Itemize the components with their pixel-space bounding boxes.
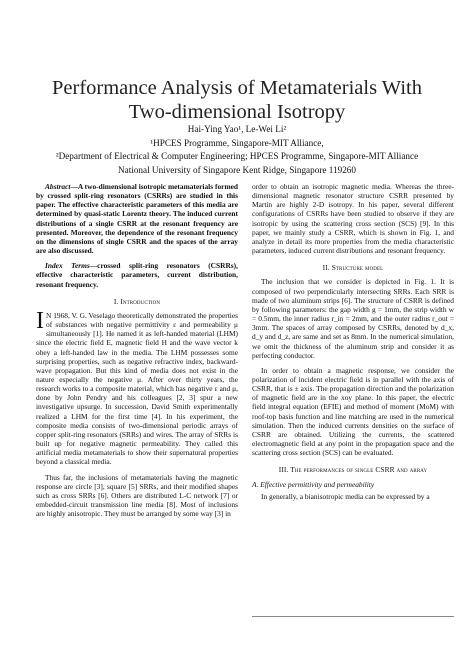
- index-terms-text: —crossed split-ring resonators (CSRRs), effective characteristic parameters, current distribution, resonant frequency.: [36, 261, 238, 289]
- title-line-1: Performance Analysis of Metamaterials With: [52, 77, 422, 99]
- author-block: [30, 123, 444, 177]
- paper-title: [30, 76, 444, 124]
- index-terms-lead: Index Terms: [45, 261, 90, 271]
- structure-paragraph-1: The inclusion that we consider is depicted in Fig. 1. It is composed of two perpendicularly intersecting SRRs. Each SRR is made of two aluminum strips [6]. The structure of CSRR is defined by following parameters: the gap width g = 1mm, the strip width w = 0.5mm, the inner radius r_in = 2mm, and the outer radius r_out = 3mm. The spaces of array composed by CSRRs, denoted by d_x, d_y and d_z, are same and set as 8mm. In the numerical simulation, we omit the thickness of the aluminum strip and consider it as perfecting conductor.: [252, 277, 454, 360]
- abstract: [36, 182, 238, 255]
- intro-paragraph-2: Thus far, the inclusions of metamaterials having the magnetic response are circle [3], square [5] SRRs, and their modified shapes such as cross SRRs [6]. Others are distributed L-C network [7] or embedded-circuit transmission line media [8]. Most of inclusions are highly anisotropic. They must be arranged by some way [3] in: [36, 472, 238, 519]
- footnote-divider: [252, 616, 454, 617]
- title-line-2: Two-dimensional Isotropy: [128, 101, 346, 123]
- affiliation-1: ¹HPCES Programme, Singapore-MIT Alliance,: [150, 137, 324, 148]
- right-column: [252, 182, 454, 507]
- section-heading-performances: III. The performances of single CSRR and array: [278, 465, 428, 475]
- author-names: Hai-Ying Yao¹, Le-Wei Li²: [187, 124, 287, 134]
- intro-continuation: order to obtain an isotropic magnetic media. Whereas the three-dimensional magnetic resonator structure CSRR presented by Martin are highly 2-D isotropy. In his paper, several different configurations of CSRRs have been studied to observe if they are isotropic by using the scattering cross section (SCS) [9]. In this paper, we mainly study a CSRR, which is shown in Fig. 1, and analyze in detail its more properties from the media characteristic parameters, induced current distributions and resonant frequency.: [252, 182, 454, 256]
- subsection-heading-permittivity: A. Effective permittivity and permeability: [252, 479, 375, 489]
- abstract-lead: Abstract—: [45, 182, 78, 191]
- section-heading-introduction: I. Introduction: [113, 296, 161, 306]
- drop-cap: I: [36, 307, 44, 334]
- performance-paragraph-1: In generally, a bianisotropic media can be expressed by a: [261, 491, 430, 501]
- abstract-text: A two-dimensional isotropic metamaterials formed by crossed split-ring resonators (CSRRs) are studied in this paper. The effective characteristic parameters of this media are determined by quasi-static Lorentz theory. The induced current distributions of a single CSRR at the resonant frequency are presented. Moreover, the dependence of the resonant frequency on the dimensions of single CSRR and the spaces of the array are also discussed.: [36, 182, 238, 256]
- intro-paragraph-1-text: N 1968, V. G. Veselago theoretically demonstrated the properties of substances with negative permittivity ε and permeability μ simultaneously [1]. He named it as left-handed material (LHM) since the electric field E, magnetic field H and the wave vector k obey a left-handed law in the media. The LHM possesses some surprising properties, such as negative refractive index, backward-wave propagation. But this kind of media does not exist in the nature especially the negative μ. After over thirty years, the research works to a composite material, which has negative ε and μ, done by John Pendry and his colleagues [2, 3] spur a new investigative upsurge. In succession, David Smith experimentally realized a LHM for the first time [4]. In his experiment, the composite media consists of two-dimensional periodic arrays of copper split-ring resonators (SRRs) and wires. The array of SRRs is built up for negative magnetic permeability. They called this artificial media metamaterials to show their supernatural properties beyond a classical media.: [36, 310, 238, 467]
- index-terms: [36, 261, 238, 288]
- section-heading-structure-model: II. Structure model: [322, 263, 384, 273]
- affiliation-2: ²Department of Electrical & Computer Engineering; HPCES Programme, Singapore-MIT Alliance: [55, 151, 419, 162]
- left-column: [36, 182, 238, 524]
- structure-paragraph-2: In order to obtain a magnetic response, we consider the polarization of incident electric field is in parallel with the axis of CSRR, that is ± axis. The propagation direction and the polarization of magnetic field are in the xoy plane. In this paper, the electric field integral equation (EFIE) and method of moment (MoM) with roof-top basis function and line matching are used in the numerical simulation. Then the induced currents densities on the surface of CSRR are obtained. Utilizing the currents, the scattered electromagnetic field at any point in the propagation space and the scattering cross section (SCS) can be evaluated.: [252, 365, 454, 458]
- intro-paragraph-1: [36, 307, 238, 467]
- affiliation-3: National University of Singapore Kent Ridge, Singapore 119260: [118, 164, 356, 175]
